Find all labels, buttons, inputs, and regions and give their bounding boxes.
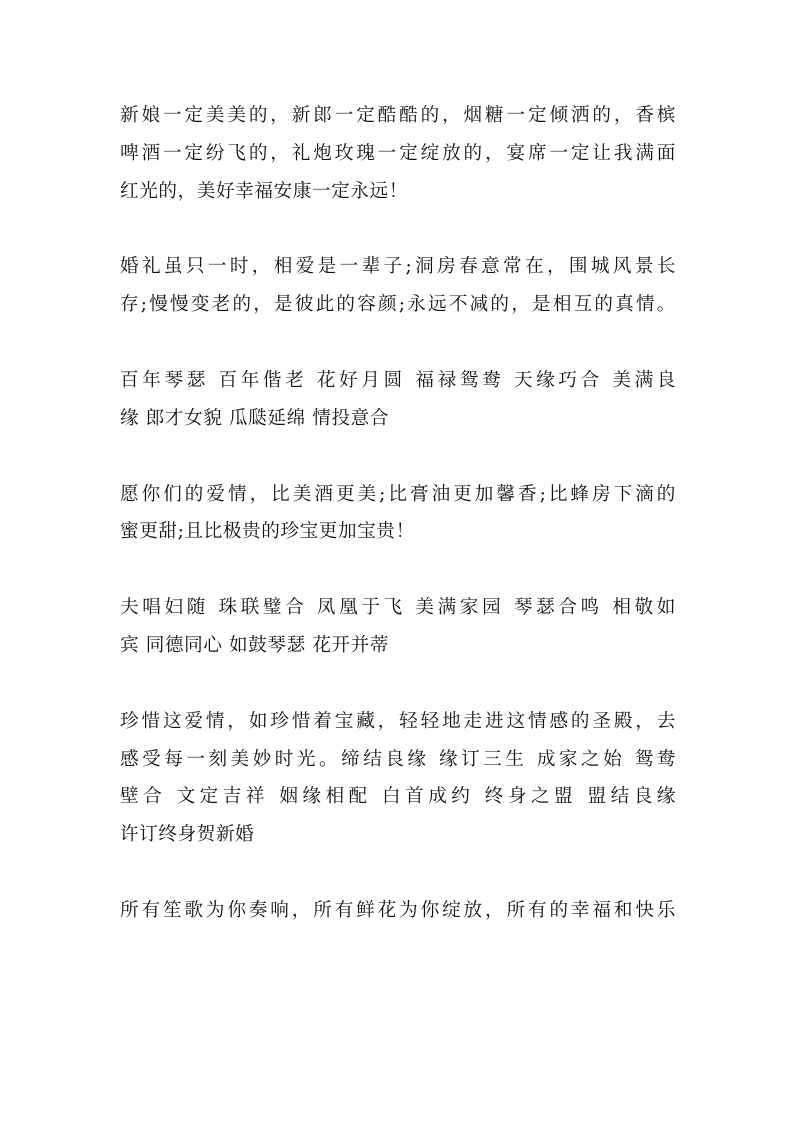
text-line: 夫唱妇随 珠联璧合 凤凰于飞 美满家园 琴瑟合鸣 相敬如: [120, 597, 676, 619]
text-line: 感受每一刻美妙时光。缔结良缘 缘订三生 成家之始 鸳鸯: [120, 748, 676, 770]
paragraph-idioms-1: [120, 362, 676, 438]
text-line: 蜜更甜;且比极贵的珍宝更加宝贵！: [120, 521, 415, 543]
text-line: 红光的，美好幸福安康一定永远！: [120, 180, 408, 202]
paragraph-wedding-wishes: [120, 97, 676, 210]
text-line: 存;慢慢变老的，是彼此的容颜;永远不减的，是相互的真情。: [120, 294, 676, 316]
paragraph-idioms-2: [120, 589, 676, 665]
text-line: 所有笙歌为你奏响，所有鲜花为你绽放，所有的幸福和快乐: [120, 899, 676, 921]
text-line: 百年琴瑟 百年偕老 花好月圆 福禄鸳鸯 天缘巧合 美满良: [120, 369, 676, 391]
text-line: 许订终身贺新婚: [120, 824, 255, 846]
paragraph-all-songs: [120, 892, 676, 930]
text-line: 婚礼虽只一时，相爱是一辈子;洞房春意常在，围城风景长: [120, 256, 676, 278]
paragraph-lifelong-love: [120, 248, 676, 324]
paragraph-love-blessing: [120, 476, 676, 552]
document-body: [120, 97, 676, 968]
text-line: 愿你们的爱情，比美酒更美;比膏油更加馨香;比蜂房下滴的: [120, 483, 676, 505]
text-line: 珍惜这爱情，如珍惜着宝藏，轻轻地走进这情感的圣殿，去: [120, 710, 676, 732]
paragraph-cherish-love: [120, 703, 676, 854]
text-line: 宾 同德同心 如鼓琴瑟 花开并蒂: [120, 634, 390, 656]
text-line: 壁合 文定吉祥 姻缘相配 白首成约 终身之盟 盟结良缘: [120, 786, 676, 808]
text-line: 新娘一定美美的，新郎一定酷酷的，烟糖一定倾洒的，香槟: [120, 105, 676, 126]
text-line: 啤酒一定纷飞的，礼炮玫瑰一定绽放的，宴席一定让我满面: [120, 142, 676, 164]
text-line: 缘 郎才女貌 瓜瓞延绵 情投意合: [120, 407, 390, 429]
